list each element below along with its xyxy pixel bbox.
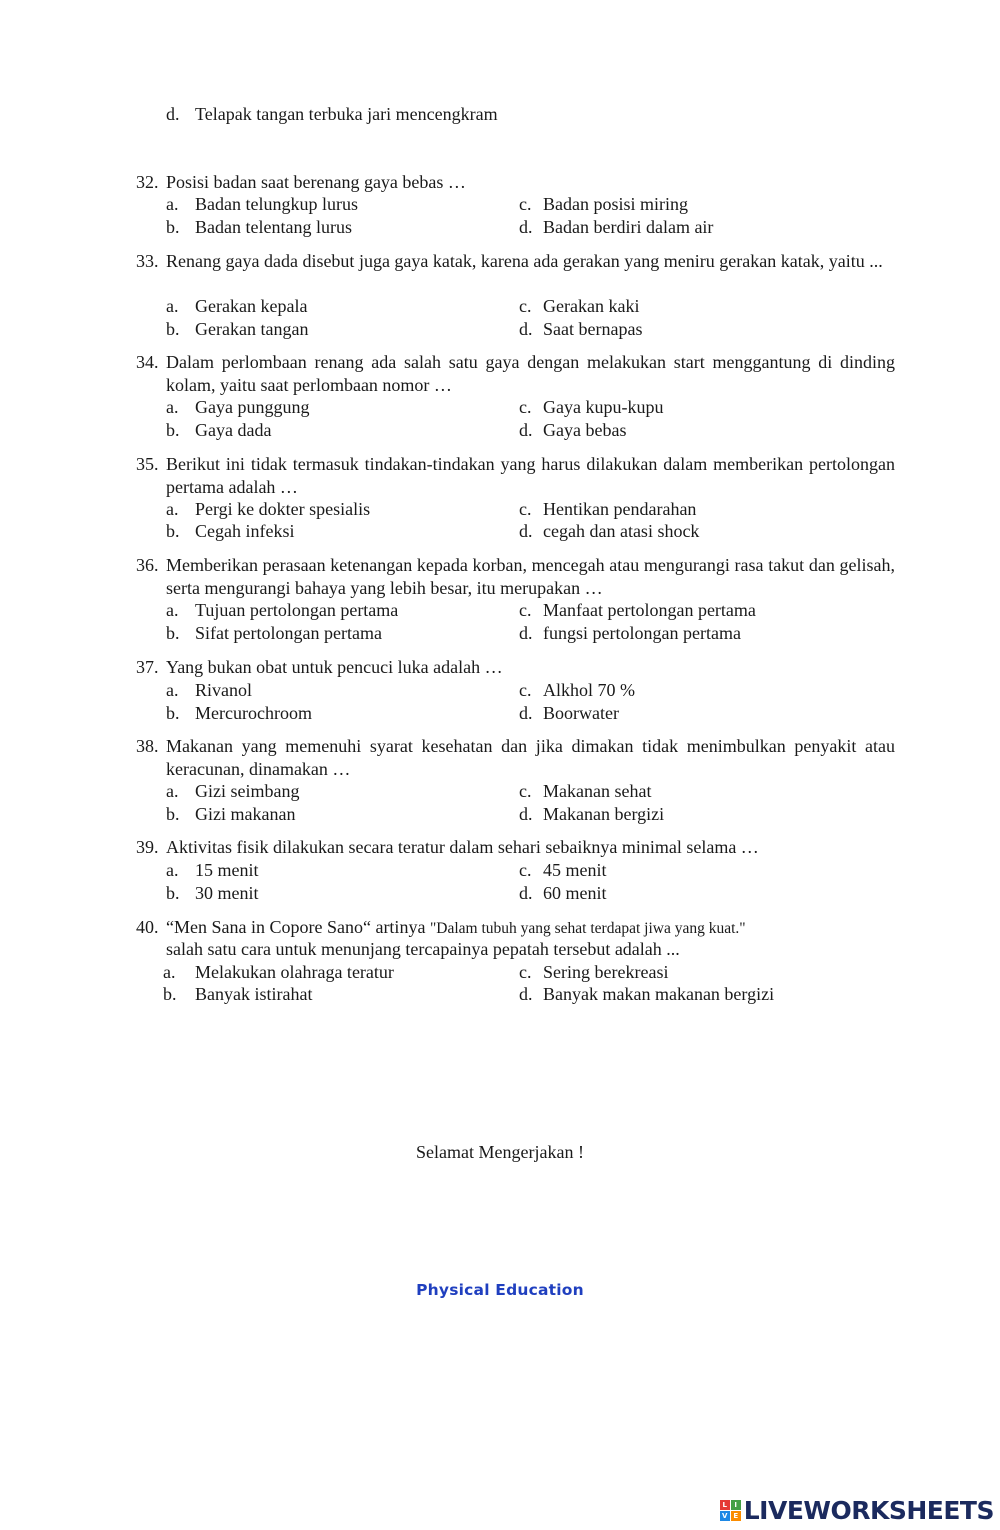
- question-text: Renang gaya dada disebut juga gaya katak, karena ada gerakan yang meniru gerakan katak, yaitu ...: [166, 251, 883, 271]
- option-letter: d.: [519, 420, 533, 440]
- option-letter: b.: [166, 703, 180, 723]
- option-b[interactable]: [166, 882, 259, 904]
- option-b[interactable]: [166, 216, 352, 238]
- option-b[interactable]: [163, 983, 312, 1005]
- option-text: Badan posisi miring: [543, 194, 688, 214]
- question-text: Makanan yang memenuhi syarat kesehatan dan jika dimakan tidak menimbulkan penyakit atau keracunan, dinamakan …: [166, 736, 895, 779]
- subject-title: Physical Education: [416, 1281, 584, 1299]
- liveworksheets-logo: [720, 1495, 994, 1525]
- question-number: 36.: [136, 555, 159, 575]
- option-c[interactable]: [519, 396, 663, 418]
- option-text: Manfaat pertolongan pertama: [543, 600, 756, 620]
- option-a[interactable]: [166, 396, 309, 418]
- option-letter: d.: [519, 804, 533, 824]
- option-letter: d.: [519, 319, 533, 339]
- option-text: 15 menit: [195, 860, 259, 880]
- option-letter: c.: [519, 296, 532, 316]
- question-number: 32.: [136, 172, 159, 192]
- option-c[interactable]: [519, 679, 635, 701]
- question-number: 38.: [136, 736, 159, 756]
- logo-cell: E: [731, 1511, 741, 1521]
- option-d[interactable]: [519, 318, 642, 340]
- question-text: Memberikan perasaan ketenangan kepada korban, mencegah atau mengurangi rasa takut dan gelisah, serta mengurangi bahaya yang lebih besar, itu merupakan …: [166, 555, 895, 598]
- option-letter: d.: [519, 217, 533, 237]
- option-text: Melakukan olahraga teratur: [195, 962, 394, 982]
- question-number: 37.: [136, 657, 159, 677]
- option-a[interactable]: [166, 599, 398, 621]
- option-text: Boorwater: [543, 703, 619, 723]
- question-text: Posisi badan saat berenang gaya bebas …: [166, 172, 466, 192]
- option-a[interactable]: [166, 295, 307, 317]
- question-text: Yang bukan obat untuk pencuci luka adalah …: [166, 657, 503, 677]
- option-text: Sering berekreasi: [543, 962, 669, 982]
- logo-cell: L: [720, 1500, 730, 1510]
- option-c[interactable]: [519, 859, 607, 881]
- question-quote: "Dalam tubuh yang sehat terdapat jiwa yang kuat.": [429, 920, 746, 937]
- option-a[interactable]: [166, 780, 299, 802]
- option-letter: b.: [166, 623, 180, 643]
- option-c[interactable]: [519, 295, 639, 317]
- option-letter: d.: [519, 984, 533, 1004]
- option-letter: b.: [166, 883, 180, 903]
- option-letter: c.: [519, 600, 532, 620]
- option-letter: a.: [166, 860, 179, 880]
- option-d[interactable]: [519, 803, 664, 825]
- question-number: 33.: [136, 251, 159, 271]
- question-text: Aktivitas fisik dilakukan secara teratur dalam sehari sebaiknya minimal selama …: [166, 837, 759, 857]
- option-text: Gerakan kepala: [195, 296, 308, 316]
- question-text: Berikut ini tidak termasuk tindakan-tindakan yang harus dilakukan dalam memberikan pertolongan pertama adalah …: [166, 454, 895, 497]
- option-text: 30 menit: [195, 883, 259, 903]
- option-text: Gaya kupu-kupu: [543, 397, 664, 417]
- option-b[interactable]: [166, 318, 308, 340]
- option-b[interactable]: [166, 702, 312, 724]
- liveworksheets-text: LIVEWORKSHEETS: [743, 1495, 994, 1525]
- option-letter: a.: [166, 680, 179, 700]
- question-number: 39.: [136, 837, 159, 857]
- option-letter: a.: [166, 194, 179, 214]
- option-text: Banyak makan makanan bergizi: [543, 984, 775, 1004]
- option-text: Badan telentang lurus: [195, 217, 352, 237]
- option-letter: c.: [519, 397, 532, 417]
- option-text: Makanan sehat: [543, 781, 652, 801]
- option-letter: b.: [166, 319, 180, 339]
- option-a[interactable]: [166, 859, 259, 881]
- option-letter: d.: [519, 883, 533, 903]
- option-letter: a.: [163, 962, 176, 982]
- option-letter: b.: [166, 420, 180, 440]
- logo-cell: I: [731, 1500, 741, 1510]
- option-b[interactable]: [166, 622, 382, 644]
- option-c[interactable]: [519, 498, 696, 520]
- option-text: 60 menit: [543, 883, 607, 903]
- option-letter: d.: [519, 521, 533, 541]
- question-number: 40.: [136, 917, 159, 937]
- option-text: Hentikan pendarahan: [543, 499, 697, 519]
- option-text: Sifat pertolongan pertama: [195, 623, 382, 643]
- option-a[interactable]: [166, 193, 358, 215]
- option-letter: a.: [166, 781, 179, 801]
- option-text: Alkhol 70 %: [543, 680, 635, 700]
- option-letter: d.: [519, 623, 533, 643]
- option-c[interactable]: [519, 599, 756, 621]
- option-letter: a.: [166, 296, 179, 316]
- option-letter: c.: [519, 962, 532, 982]
- closing-message: Selamat Mengerjakan !: [416, 1142, 584, 1162]
- option-letter: c.: [519, 499, 532, 519]
- option-text: Mercurochroom: [195, 703, 312, 723]
- option-d[interactable]: [519, 520, 699, 542]
- option-c[interactable]: [519, 961, 668, 983]
- option-text: Saat bernapas: [543, 319, 643, 339]
- option-c[interactable]: [519, 780, 651, 802]
- option-text: Telapak tangan terbuka jari mencengkram: [195, 104, 498, 124]
- option-text: Makanan bergizi: [543, 804, 665, 824]
- option-letter: d.: [519, 703, 533, 723]
- option-text: Badan telungkup lurus: [195, 194, 358, 214]
- option-letter: c.: [519, 781, 532, 801]
- option-d[interactable]: [519, 882, 607, 904]
- option-letter: b.: [166, 804, 180, 824]
- option-text: Gaya bebas: [543, 420, 627, 440]
- liveworksheets-grid-icon: [720, 1500, 741, 1521]
- option-letter: d.: [166, 104, 180, 124]
- option-letter: c.: [519, 194, 532, 214]
- option-text: Gaya punggung: [195, 397, 310, 417]
- option-text: Rivanol: [195, 680, 252, 700]
- option-a[interactable]: [166, 679, 252, 701]
- option-d[interactable]: [519, 216, 713, 238]
- option-d[interactable]: [519, 983, 774, 1005]
- option-b[interactable]: [166, 419, 271, 441]
- option-text: Tujuan pertolongan pertama: [195, 600, 399, 620]
- option-letter: b.: [166, 217, 180, 237]
- option-letter: a.: [166, 600, 179, 620]
- option-letter: c.: [519, 860, 532, 880]
- option-text: Gaya dada: [195, 420, 272, 440]
- option-c[interactable]: [519, 193, 688, 215]
- question-text-line2: salah satu cara untuk menunjang tercapainya pepatah tersebut adalah ...: [166, 939, 680, 959]
- option-text: fungsi pertolongan pertama: [543, 623, 741, 643]
- option-d[interactable]: [519, 419, 626, 441]
- option-letter: a.: [166, 499, 179, 519]
- question-number: 35.: [136, 454, 159, 474]
- question-text-part1: “Men Sana in Copore Sano“ artinya: [166, 917, 430, 937]
- option-letter: b.: [166, 521, 180, 541]
- option-text: Gerakan kaki: [543, 296, 640, 316]
- logo-cell: V: [720, 1511, 730, 1521]
- option-letter: c.: [519, 680, 532, 700]
- q31-option-d[interactable]: [166, 103, 498, 125]
- option-letter: b.: [163, 984, 177, 1004]
- question-text: [166, 916, 746, 940]
- option-text: Gizi seimbang: [195, 781, 300, 801]
- question-number: 34.: [136, 352, 159, 372]
- option-text: cegah dan atasi shock: [543, 521, 700, 541]
- option-text: Badan berdiri dalam air: [543, 217, 714, 237]
- option-b[interactable]: [166, 520, 294, 542]
- option-text: Banyak istirahat: [195, 984, 313, 1004]
- option-text: Gerakan tangan: [195, 319, 309, 339]
- option-text: Pergi ke dokter spesialis: [195, 499, 371, 519]
- option-text: Gizi makanan: [195, 804, 296, 824]
- option-b[interactable]: [166, 803, 295, 825]
- option-a[interactable]: [163, 961, 394, 983]
- option-text: 45 menit: [543, 860, 607, 880]
- option-d[interactable]: [519, 702, 619, 724]
- option-a[interactable]: [166, 498, 370, 520]
- question-text: Dalam perlombaan renang ada salah satu gaya dengan melakukan start menggantung di dinding kolam, yaitu saat perlombaan nomor …: [166, 352, 895, 395]
- option-letter: a.: [166, 397, 179, 417]
- option-d[interactable]: [519, 622, 741, 644]
- option-text: Cegah infeksi: [195, 521, 295, 541]
